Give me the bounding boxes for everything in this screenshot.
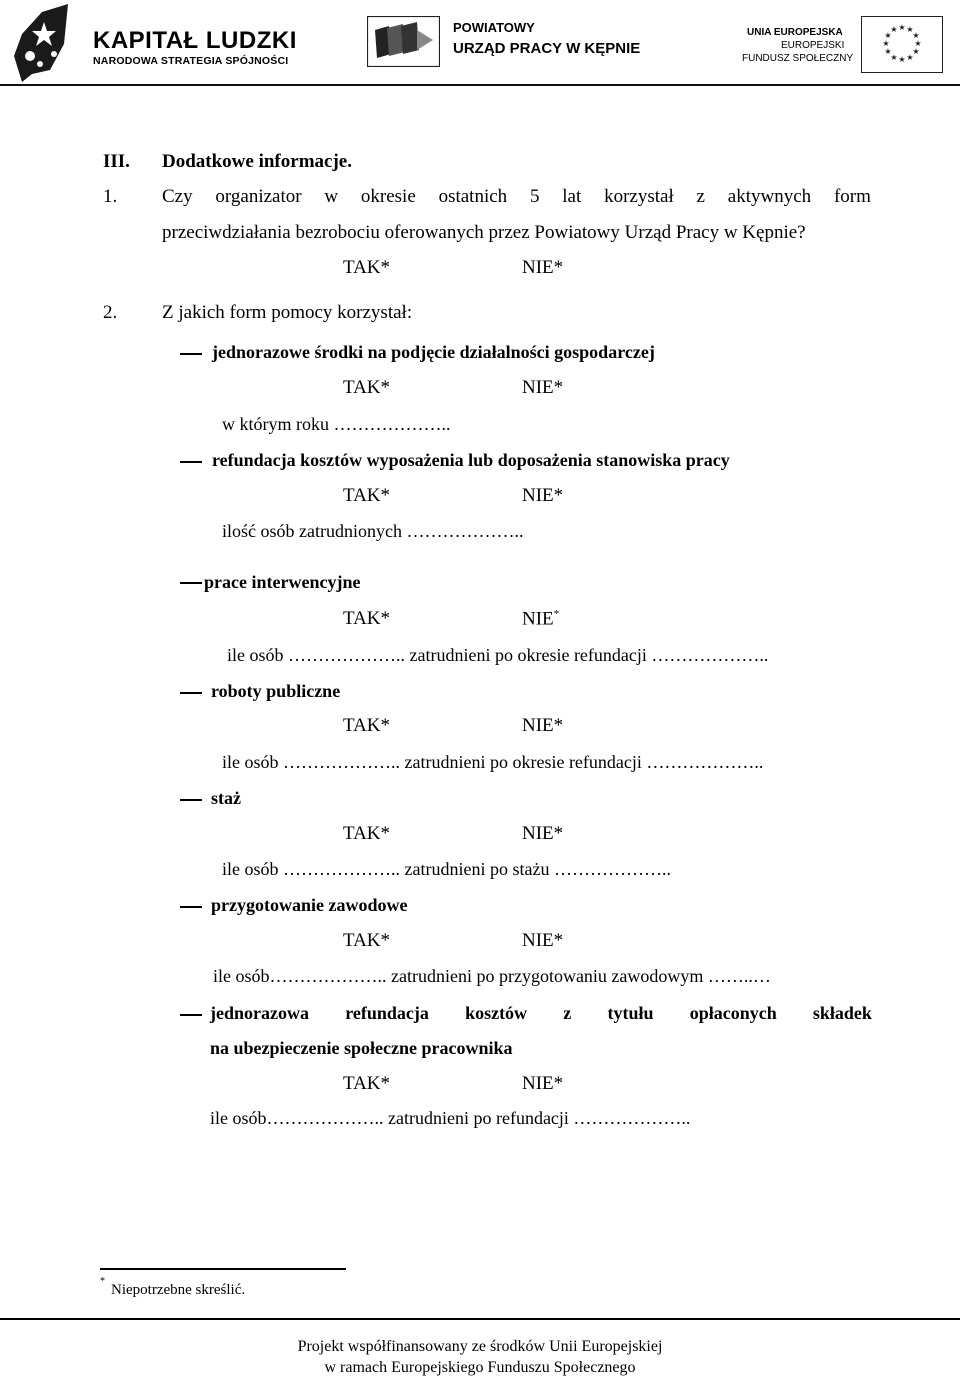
q1-word: aktywnych (727, 186, 812, 207)
section-title: Dodatkowe informacje. (162, 151, 352, 172)
q1-word: Czy (162, 186, 193, 207)
question-2-number: 2. (103, 302, 118, 323)
item-skladki-detail[interactable]: ile osób……………….. zatrudnieni po refundacji ……………….. (210, 1108, 691, 1128)
question-1-number: 1. (103, 186, 118, 207)
q1-word: lat (562, 186, 582, 207)
section-number: III. (103, 151, 130, 172)
item-roboty-detail[interactable]: ile osób ……………….. zatrudnieni po okresie refundacji ……………….. (222, 752, 764, 772)
list-dash (180, 906, 202, 908)
skladki-word: składek (812, 1003, 872, 1023)
option-tak[interactable]: TAK* (343, 715, 391, 736)
option-nie[interactable] (522, 608, 559, 630)
svg-text:★: ★ (912, 31, 920, 40)
list-dash (180, 461, 202, 463)
svg-text:★: ★ (884, 31, 892, 40)
eu-flag-icon (861, 16, 943, 73)
option-nie[interactable]: NIE* (522, 377, 564, 398)
kapital-ludzki-subtitle: NARODOWA STRATEGIA SPÓJNOŚCI (93, 55, 289, 67)
pup-title-line1: POWIATOWY (453, 20, 535, 35)
ue-fund-line1: EUROPEJSKI (781, 40, 845, 51)
item-przygotowanie-detail[interactable]: ile osób……………….. zatrudnieni po przygotowaniu zawodowym ……..… (213, 966, 771, 986)
option-tak[interactable]: TAK* (343, 1073, 391, 1094)
item-jednorazowe-label: jednorazowe środki na podjęcie działalności gospodarczej (212, 342, 655, 362)
q1-word: form (833, 186, 871, 207)
item-skladki-line2: na ubezpieczenie społeczne pracownika (210, 1038, 513, 1058)
item-staz-label: staż (211, 788, 241, 808)
footnote-text: Niepotrzebne skreślić. (111, 1282, 246, 1298)
item-jednorazowe-detail[interactable]: w którym roku ……………….. (222, 414, 451, 434)
item-refundacja-detail[interactable]: ilość osób zatrudnionych ……………….. (222, 521, 524, 541)
ue-title: UNIA EUROPEJSKA (747, 27, 843, 38)
list-dash (180, 1014, 202, 1016)
q1-word: organizator (215, 186, 302, 207)
q1-word: ostatnich (438, 186, 508, 207)
svg-text:★: ★ (890, 25, 898, 34)
option-tak[interactable]: TAK* (343, 377, 391, 398)
q1-word: w (324, 186, 339, 207)
kapital-ludzki-title: KAPITAŁ LUDZKI (93, 27, 297, 54)
option-nie[interactable]: NIE* (522, 823, 564, 844)
footer-line1: Projekt współfinansowany ze środków Unii Europejskiej (297, 1338, 663, 1355)
option-nie[interactable]: NIE* (522, 257, 564, 278)
q1-word: korzystał (604, 186, 674, 207)
skladki-word: opłaconych (689, 1003, 777, 1023)
footnote-mark: * (553, 608, 560, 620)
list-dash (180, 692, 202, 694)
svg-text:★: ★ (898, 23, 906, 32)
option-tak[interactable]: TAK* (343, 930, 391, 951)
question-1-line2: przeciwdziałania bezrobociu oferowanych przez Powiatowy Urząd Pracy w Kępnie? (162, 222, 806, 243)
option-tak[interactable]: TAK* (343, 257, 391, 278)
footer-divider (0, 1318, 960, 1320)
svg-text:★: ★ (884, 47, 892, 56)
item-staz-detail[interactable]: ile osób ……………….. zatrudnieni po stażu ……………….. (222, 859, 671, 879)
header-divider (0, 84, 960, 86)
q1-word: 5 (529, 186, 540, 207)
item-prace-label: prace interwencyjne (204, 572, 361, 592)
option-tak[interactable]: TAK* (343, 485, 391, 506)
pup-title-line2: URZĄD PRACY W KĘPNIE (453, 40, 641, 57)
item-prace-detail[interactable]: ile osób ……………….. zatrudnieni po okresie refundacji ……………….. (227, 645, 769, 665)
q1-word: z (696, 186, 705, 207)
item-roboty-label: roboty publiczne (211, 681, 341, 701)
option-tak[interactable]: TAK* (343, 823, 391, 844)
list-dash (180, 799, 202, 801)
pup-logo-icon (367, 16, 440, 67)
footer-line2: w ramach Europejskiego Funduszu Społecznego (324, 1359, 636, 1376)
option-nie[interactable]: NIE* (522, 485, 564, 506)
item-refundacja-label: refundacja kosztów wyposażenia lub doposażenia stanowiska pracy (212, 450, 730, 470)
footnote-mark: * (100, 1276, 105, 1287)
option-nie[interactable]: NIE* (522, 930, 564, 951)
ue-fund-line2: FUNDUSZ SPOŁECZNY (742, 53, 854, 64)
skladki-word: tytułu (607, 1003, 654, 1023)
option-tak[interactable]: TAK* (343, 608, 391, 629)
svg-text:★: ★ (906, 53, 914, 62)
footnote-divider (100, 1268, 346, 1270)
skladki-word: kosztów (465, 1003, 528, 1023)
list-dash (180, 582, 202, 584)
item-przygotowanie-label: przygotowanie zawodowe (211, 895, 408, 915)
item-skladki-line1 (210, 1003, 872, 1024)
q1-word: okresie (360, 186, 416, 207)
skladki-word: refundacja (345, 1003, 429, 1023)
svg-text:★: ★ (912, 47, 920, 56)
svg-text:★: ★ (890, 53, 898, 62)
question-2-text: Z jakich form pomocy korzystał: (162, 302, 413, 323)
skladki-word: jednorazowa (210, 1003, 309, 1023)
list-dash (180, 353, 202, 355)
svg-text:★: ★ (882, 39, 890, 48)
svg-text:★: ★ (906, 25, 914, 34)
question-1-line1 (162, 186, 871, 208)
svg-text:★: ★ (914, 39, 922, 48)
option-nie[interactable]: NIE* (522, 715, 564, 736)
kapital-ludzki-logo-icon (14, 4, 72, 82)
svg-text:★: ★ (898, 55, 906, 64)
option-nie[interactable]: NIE* (522, 1073, 564, 1094)
option-nie-text: NIE (522, 608, 554, 630)
skladki-word: z (563, 1003, 572, 1023)
